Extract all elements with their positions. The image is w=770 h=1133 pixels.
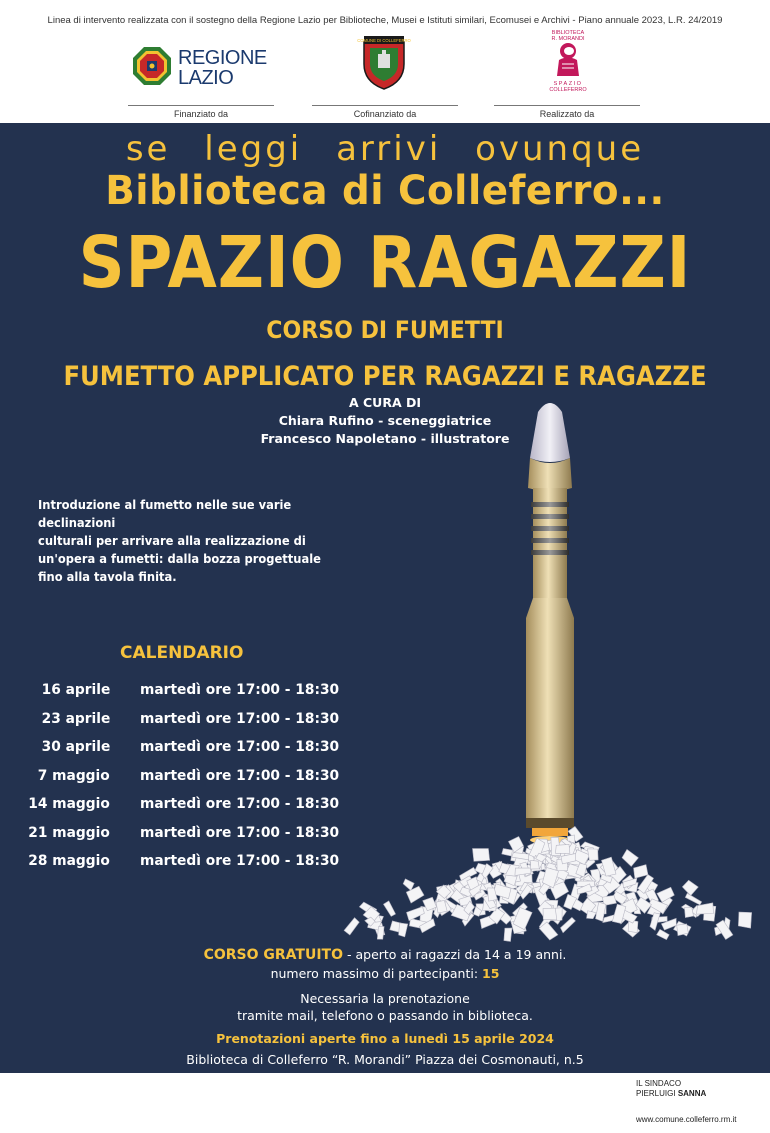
paper-scrap bbox=[344, 917, 360, 935]
paper-scrap bbox=[656, 929, 669, 940]
biblioteca-morandi-logo: BIBLIOTECA R. MORANDI SPAZIO COLLEFERRO bbox=[549, 30, 587, 93]
paper-scrap bbox=[503, 928, 513, 942]
paper-scrap bbox=[399, 923, 408, 937]
free-course-line: CORSO GRATUITO - aperto ai ragazzi da 14 a 19 anni. bbox=[203, 947, 567, 963]
paper-scrap bbox=[402, 879, 414, 891]
curated-by-label: A CURA DI bbox=[348, 395, 422, 410]
booking-line-1: Necessaria la prenotazione bbox=[300, 991, 470, 1006]
course-intro: Introduzione al fumetto nelle sue varie declinazioni culturali per arrivare alla realizzazione di un'opera a fumetti: dalla bozza progettuale fino alla tavola finita. bbox=[38, 497, 321, 584]
sponsor-regione-lazio bbox=[128, 30, 274, 120]
booking-deadline: Prenotazioni aperte fino a lunedì 15 aprile 2024 bbox=[216, 1031, 554, 1046]
max-participants-line: numero massimo di partecipanti: 15 bbox=[270, 966, 500, 981]
headline: SPAZIO RAGAZZI bbox=[78, 221, 692, 304]
calendar-title: CALENDARIO bbox=[120, 643, 244, 663]
motto: se leggi arrivi ovunque bbox=[125, 129, 645, 169]
calendar-row: 7 maggio martedì ore 17:00 - 18:30 bbox=[38, 768, 340, 784]
paper-scrap bbox=[554, 844, 570, 856]
paper-scrap bbox=[383, 901, 397, 917]
calendar-row: 28 maggio martedì ore 17:00 - 18:30 bbox=[28, 853, 340, 869]
author-2: Francesco Napoletano - illustratore bbox=[260, 431, 510, 446]
course-title: CORSO DI FUMETTI bbox=[266, 316, 504, 344]
course-subtitle: FUMETTO APPLICATO PER RAGAZZI E RAGAZZE bbox=[63, 361, 707, 392]
svg-text:COMUNE DI COLLEFERRO: COMUNE DI COLLEFERRO bbox=[357, 38, 411, 44]
astronaut-icon bbox=[554, 42, 582, 78]
sponsor-caption: Realizzato da bbox=[539, 109, 595, 119]
colleferro-crest-icon bbox=[357, 34, 411, 90]
paper-scrap bbox=[621, 849, 640, 867]
website-url: www.comune.colleferro.rm.it bbox=[636, 1115, 737, 1124]
sponsor-comune-colleferro bbox=[312, 30, 458, 120]
calendar-row: 21 maggio martedì ore 17:00 - 18:30 bbox=[28, 825, 340, 841]
calendar-row: 16 aprile martedì ore 17:00 - 18:30 bbox=[41, 682, 340, 698]
sponsor-caption: Cofinanziato da bbox=[353, 109, 417, 119]
sponsor-caption: Finanziato da bbox=[173, 109, 229, 119]
calendar-row: 23 aprile martedì ore 17:00 - 18:30 bbox=[41, 711, 340, 727]
regione-lazio-wordmark: REGIONE LAZIO bbox=[178, 47, 267, 89]
mayor-signature: IL SINDACO PIERLUIGI SANNA bbox=[636, 1079, 707, 1098]
library-title: Biblioteca di Colleferro... bbox=[105, 168, 665, 214]
funding-line: Linea di intervento realizzata con il sostegno della Regione Lazio per Biblioteche, Musei e Istituti similari, Ecomusei e Archivi - Piano annuale 2023, L.R. 24/2019 bbox=[47, 15, 723, 26]
rocket-illustration bbox=[350, 398, 770, 938]
author-1: Chiara Rufino - sceneggiatrice bbox=[278, 413, 492, 428]
paper-scrap bbox=[472, 847, 489, 863]
regione-lazio-emblem-icon bbox=[132, 46, 172, 86]
library-address: Biblioteca di Colleferro “R. Morandi” Piazza dei Cosmonauti, n.5 bbox=[186, 1052, 584, 1067]
sponsor-biblioteca-morandi bbox=[494, 30, 640, 120]
calendar-row: 14 maggio martedì ore 17:00 - 18:30 bbox=[28, 796, 340, 812]
poster-panel bbox=[0, 123, 770, 1073]
paper-scrap bbox=[738, 912, 751, 928]
paper-scrap bbox=[587, 847, 600, 862]
paper-scrap bbox=[681, 879, 699, 896]
booking-line-2: tramite mail, telefono o passando in biblioteca. bbox=[237, 1008, 533, 1023]
paper-scrap bbox=[685, 893, 703, 905]
calendar-row: 30 aprile martedì ore 17:00 - 18:30 bbox=[41, 739, 340, 755]
